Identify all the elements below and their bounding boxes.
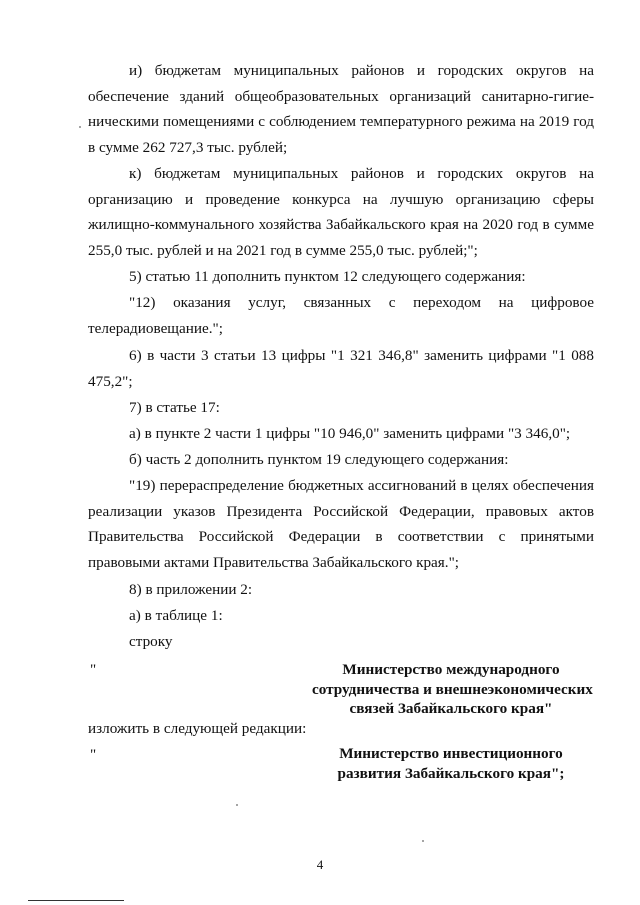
scan-speck [422,840,424,842]
table-old-ministry-name [312,660,593,719]
table-old-open-quote: " [90,661,97,678]
paragraph-row: строку [129,633,173,650]
table-new-line-2: развития Забайкальского края"; [337,764,565,782]
table-old-line-2: сотрудничества и внешнеэкономических [312,680,593,698]
paragraph-k: к) бюджетам муниципальных районов и городских округов на организацию и проведение конкурса на лучшую организацию сферы жилищно-коммунального хозяйства Забайкальского края на 2020 год в сумме 255,0 тыс. рублей и на 2021 год в сумме 255,0 тыс. рублей;"; [88,165,594,259]
scan-speck [79,126,81,128]
table-new-open-quote: " [90,746,97,763]
paragraph-8a: а) в таблице 1: [129,607,223,624]
footer-rule [28,900,124,901]
scan-speck [236,804,238,806]
paragraph-item-19: "19) перераспределение бюджетных ассигнований в целях обеспечения реализации указов Президента Российской Федерации, правовых актов Правительства Российской Федерации в соответствии с принятыми правовыми актами Правительства Забайкальского края."; [88,477,594,571]
paragraph-7a: а) в пункте 2 части 1 цифры "10 946,0" заменить цифрами "3 346,0"; [129,425,571,442]
table-new-ministry-name [312,744,590,783]
table-old-line-1: Министерство международного [342,661,560,678]
paragraph-7: 7) в статье 17: [129,399,220,416]
paragraph-7b: б) часть 2 дополнить пунктом 19 следующего содержания: [129,451,509,468]
paragraph-5: 5) статью 11 дополнить пунктом 12 следующего содержания: [129,268,526,285]
page-number: 4 [316,857,324,872]
paragraph-item-12: "12) оказания услуг, связанных с переходом на цифровое телерадиовещание."; [88,294,594,337]
paragraph-edit: изложить в следующей редакции: [88,720,307,737]
table-new-line-1: Министерство инвестиционного [339,745,563,762]
paragraph-i: и) бюджетам муниципальных районов и городских округов на обеспечение зданий общеобразовательных организаций санитарно-гигие- ническими помещениями с соблюдением температурного режима на 2019 год в сумме 262 727,3 тыс. рублей; [88,62,594,156]
paragraph-8: 8) в приложении 2: [129,581,253,598]
paragraph-6: 6) в части 3 статьи 13 цифры "1 321 346,8" заменить цифрами "1 088 475,2"; [88,347,594,390]
table-old-line-3: связей Забайкальского края" [349,700,553,717]
